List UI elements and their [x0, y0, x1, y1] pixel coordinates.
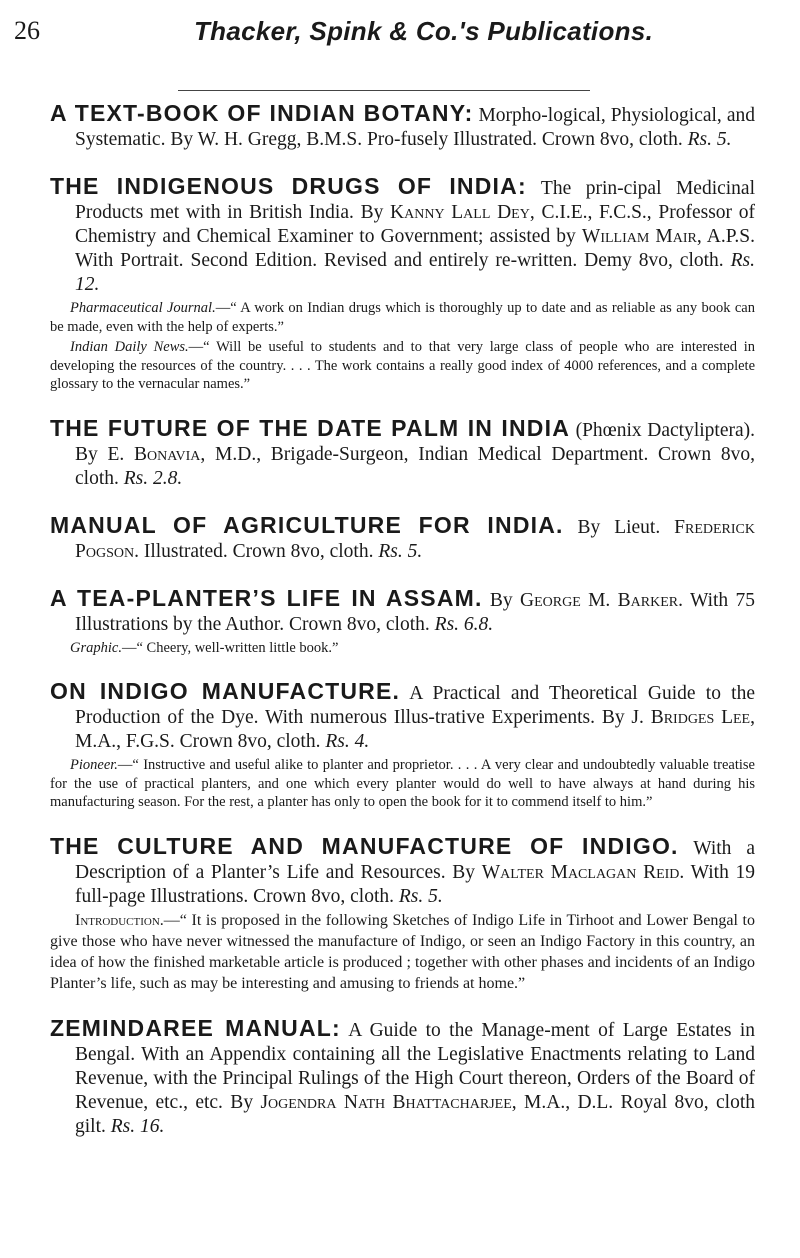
header-rule — [178, 90, 590, 91]
author-name: Bonavia — [134, 443, 201, 465]
book-price: Rs. 5. — [378, 540, 423, 562]
book-description: (Phœnix Dactyliptera). By E. — [75, 419, 755, 465]
review-source: Pharmaceutical Journal. — [70, 300, 216, 316]
book-description: . With 75 Illustrations by the Author. Crown 8vo, cloth. — [75, 589, 756, 635]
press-review — [50, 639, 755, 658]
book-description: The prin-cipal Medicinal Products met with in British India. By — [75, 178, 756, 223]
review-source: Indian Daily News. — [70, 339, 189, 355]
book-description: A Practical and Theoretical Guide to the Production of the Dye. With numerous Illus-trative Experiments. By J. — [75, 683, 756, 728]
book-entry — [50, 174, 755, 394]
author-name: Walter Maclagan Reid — [481, 861, 680, 883]
author-name: George M. Barker — [520, 589, 679, 611]
book-price: Rs. 4. — [325, 731, 370, 752]
book-price: Rs. 5. — [398, 885, 443, 907]
book-entry — [50, 513, 755, 564]
book-title: THE INDIGENOUS DRUGS OF INDIA: — [50, 173, 527, 199]
book-description: , A.P.S. With Portrait. Second Edition. Revised and entirely re-written. Demy 8vo, cloth. — [75, 226, 755, 271]
book-price: Rs. 2.8. — [123, 467, 183, 489]
review-source: Pioneer. — [70, 757, 118, 773]
book-description: By — [482, 589, 521, 611]
author-name: Bridges Lee — [650, 707, 751, 728]
book-description: , M.A., F.G.S. Crown 8vo, cloth. — [75, 707, 755, 752]
book-price: Rs. 5. — [687, 129, 732, 150]
book-description: . Illustrated. Crown 8vo, cloth. — [134, 540, 379, 562]
intro-label: Introduction. — [75, 911, 164, 929]
book-description: , M.D., Brigade-Surgeon, Indian Medical Department. Crown 8vo, cloth. — [75, 443, 755, 489]
author-name: William Mair — [581, 226, 697, 247]
book-title: A TEXT-BOOK OF INDIAN BOTANY: — [50, 100, 474, 126]
book-price: Rs. 6.8. — [434, 613, 494, 635]
review-text: —“ Will be useful to students and to that very large class of people who are interested in developing the resources of the country. . . . The work contains a really good index of 4000 references, and a complete glossary to the vernacular names.” — [50, 339, 755, 392]
press-review — [50, 299, 755, 336]
author-name: Jogendra Nath Bhattacharjee — [260, 1091, 512, 1113]
review-text: —“ A work on Indian drugs which is thoroughly up to date and as reliable as any book can be made, even with the help of experts.” — [50, 300, 755, 335]
author-name: Frederick Pogson — [75, 516, 755, 562]
author-name: Kanny Lall Dey — [390, 202, 530, 223]
book-description: , C.I.E., F.C.S., Professor of Chemistry and Chemical Examiner to Government; assisted by — [75, 202, 755, 247]
page-header — [14, 16, 740, 56]
press-review — [50, 338, 755, 394]
book-title: THE FUTURE OF THE DATE PALM IN INDIA — [50, 414, 571, 441]
book-title: THE CULTURE AND MANUFACTURE OF INDIGO. — [50, 832, 679, 859]
book-entry — [50, 679, 755, 812]
book-description: Morpho-logical, Physiological, and Systematic. By W. H. Gregg, B.M.S. Pro-fusely Illustrated. Crown 8vo, cloth. — [75, 105, 755, 150]
book-description: A Guide to the Manage-ment of Large Estates in Bengal. With an Appendix containing all the Legislative Enactments relating to Land Revenue, with the Principal Rulings of the High Court thereon, Orders of the Board of Revenue, etc., etc. By — [75, 1019, 755, 1113]
book-title: ZEMINDAREE MANUAL: — [50, 1014, 341, 1041]
book-title: ON INDIGO MANUFACTURE. — [50, 678, 401, 704]
book-list — [50, 101, 755, 1161]
book-description: , M.A., D.L. Royal 8vo, cloth gilt. — [75, 1091, 756, 1137]
book-description: With a Description of a Planter’s Life and Resources. By — [75, 837, 755, 883]
review-text: —“ Cheery, well-written little book.” — [121, 639, 339, 656]
review-source: Graphic. — [70, 639, 122, 656]
book-price: Rs. 16. — [110, 1115, 165, 1137]
book-title: MANUAL OF AGRICULTURE FOR INDIA. — [50, 511, 564, 538]
book-entry — [50, 416, 755, 491]
book-entry — [50, 834, 755, 994]
book-description: By Lieut. — [563, 516, 675, 538]
book-description: . With 19 full-page Illustrations. Crown 8vo, cloth. — [75, 861, 756, 907]
book-title: A TEA-PLANTER’S LIFE IN ASSAM. — [50, 584, 483, 611]
book-price: Rs. 12. — [75, 250, 755, 295]
book-entry — [50, 101, 755, 152]
book-entry — [50, 586, 755, 658]
book-entry — [50, 1016, 755, 1139]
press-review — [50, 756, 755, 812]
book-introduction — [50, 910, 755, 994]
intro-text: —“ It is proposed in the following Sketches of Indigo Life in Tirhoot and Lower Bengal to give those who have never witnessed the manufacture of Indigo, or seen an Indigo Factory in this country, an idea of how the finished marketable article is produced ; together with other phases and incidents of an Indigo Planter’s life, such as may be interesting and amusing to friends at home.” — [50, 911, 755, 992]
review-text: —“ Instructive and useful alike to planter and proprietor. . . . A very clear and undoubtedly valuable treatise for the use of practical planters, and one which every planter would do well to have always at hand during his manufacturing season. For the rest, a planter has only to open the book for it to commend itself to him.” — [50, 757, 755, 810]
running-title: Thacker, Spink & Co.'s Publications. — [194, 16, 654, 46]
page-number: 26 — [14, 16, 40, 45]
